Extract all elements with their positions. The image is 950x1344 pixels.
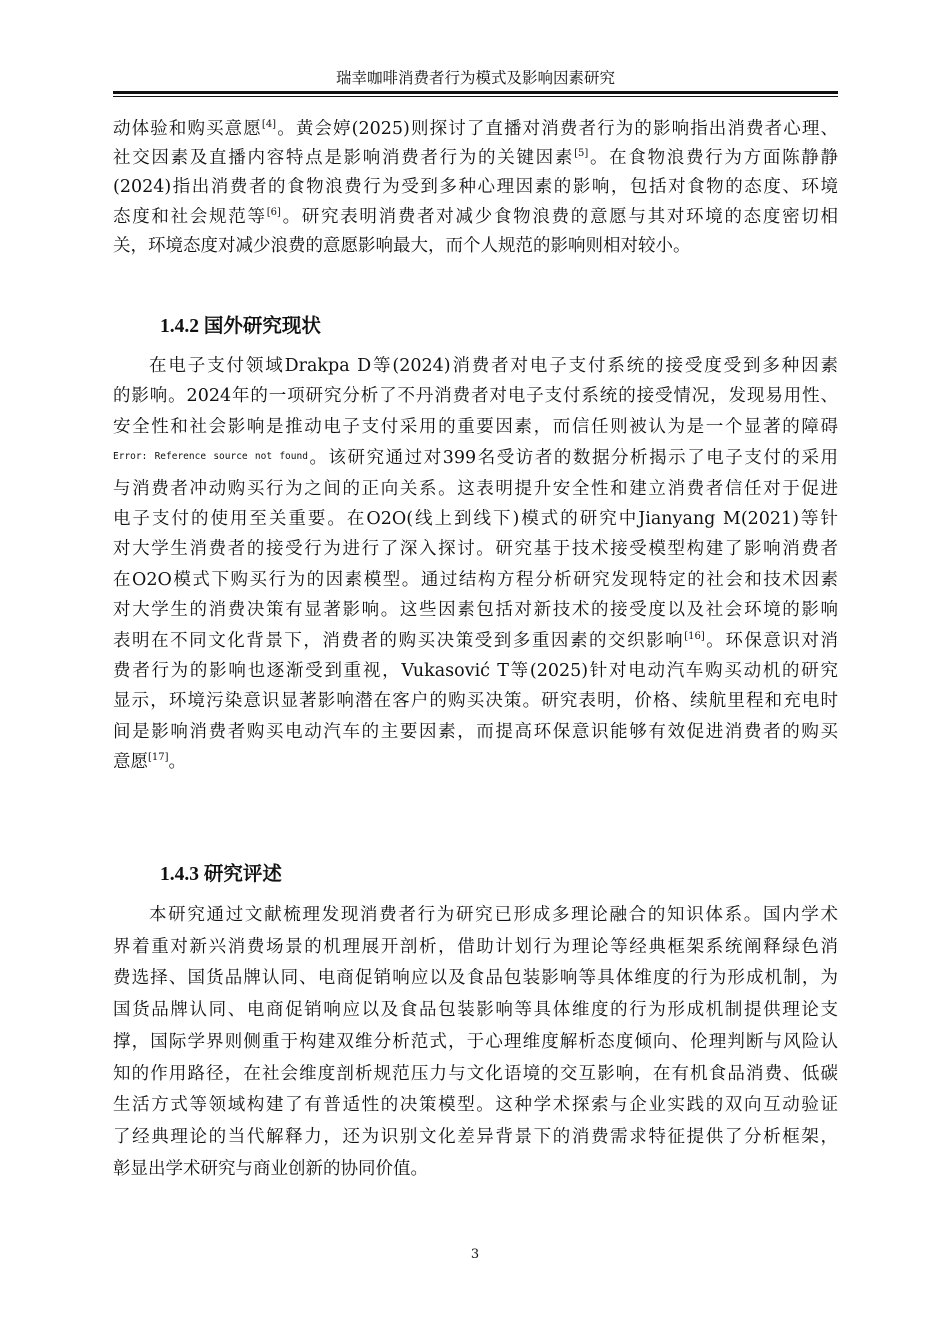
section-heading-1-4-2: 1.4.2 国外研究现状 xyxy=(160,316,321,337)
paragraph-research-review xyxy=(113,900,838,1185)
text-run: 了经典理论的当代解释力，还为识别文化差异背景下的消费需求特征提供了分析框架， xyxy=(113,1126,838,1147)
text-line xyxy=(113,534,838,564)
text-run: 的影响。2024年的一项研究分析了不丹消费者对电子支付系统的接受情况，发现易用性、 xyxy=(113,386,838,407)
text-run: 知的作用路径，在社会维度剖析规范压力与文化语境的交互影响，在有机食品消费、低碳 xyxy=(113,1063,838,1084)
text-run: 电子支付的使用至关重要。在O2O(线上到线下)模式的研究中Jianyang M(2021)等针 xyxy=(113,509,838,530)
text-line xyxy=(113,656,838,686)
text-run: 与消费者冲动购买行为之间的正向关系。这表明提升安全性和建立消费者信任对于促进 xyxy=(113,478,838,499)
text-run: 态度和社会规范等 xyxy=(113,206,267,227)
text-run: 费者行为的影响也逐渐受到重视，Vukasović T等(2025)针对电动汽车购买动机的研究 xyxy=(113,661,838,682)
citation-ref: [16] xyxy=(684,630,705,642)
text-line xyxy=(113,504,838,534)
header-rule-thick xyxy=(113,91,838,94)
text-line xyxy=(113,173,838,202)
text-run: 生活方式等领域构建了有普适性的决策模型。这种学术探索与企业实践的双向互动验证 xyxy=(113,1095,838,1116)
text-run: 撑，国际学界则侧重于构建双维分析范式，于心理维度解析态度倾向、伦理判断与风险认 xyxy=(113,1031,838,1052)
text-line xyxy=(113,232,838,261)
text-run: 对大学生消费者的接受行为进行了深入探讨。研究基于技术接受模型构建了影响消费者 xyxy=(113,539,838,560)
text-line xyxy=(113,1122,838,1154)
text-run: 显示，环境污染意识显著影响潜在客户的购买决策。研究表明，价格、续航里程和充电时 xyxy=(113,691,838,712)
citation-ref: [6] xyxy=(266,206,281,218)
text-line xyxy=(113,474,838,504)
text-run: 。黄会婷(2025)则探讨了直播对消费者行为的影响指出消费者心理、 xyxy=(276,119,838,139)
text-line xyxy=(113,686,838,716)
text-run: 意愿 xyxy=(113,752,148,773)
text-run: 彰显出学术研究与商业创新的协同价值。 xyxy=(113,1158,428,1179)
text-line xyxy=(113,412,838,442)
paragraph-domestic-continued xyxy=(113,115,838,261)
text-run: 安全性和社会影响是推动电子支付采用的重要因素，而信任则被认为是一个显著的障碍 xyxy=(113,416,838,437)
text-line xyxy=(113,1059,838,1091)
text-line xyxy=(113,1027,838,1059)
text-line xyxy=(113,626,838,656)
text-run: 。环保意识对消 xyxy=(704,630,839,651)
text-run: 界着重对新兴消费场景的机理展开剖析，借助计划行为理论等经典框架系统阐释绿色消 xyxy=(113,936,838,957)
text-line xyxy=(113,115,838,144)
text-line xyxy=(113,1154,838,1186)
text-line xyxy=(113,1090,838,1122)
text-line xyxy=(113,595,838,625)
section-heading-1-4-3: 1.4.3 研究评述 xyxy=(160,864,282,885)
running-header: 瑞幸咖啡消费者行为模式及影响因素研究 xyxy=(335,69,615,87)
text-line xyxy=(113,442,838,473)
text-run: 国货品牌认同、电商促销响应以及食品包装影响等具体维度的行为形成机制提供理论支 xyxy=(113,1000,838,1021)
text-run: 动体验和购买意愿 xyxy=(113,119,262,139)
text-run: 。 xyxy=(168,752,187,773)
text-line xyxy=(113,717,838,747)
text-line xyxy=(113,203,838,232)
text-line xyxy=(113,932,838,964)
reference-error-text: Error: Reference source not found xyxy=(113,451,308,463)
text-line xyxy=(113,144,838,173)
text-run: 对大学生的消费决策有显著影响。这些因素包括对新技术的接受度以及社会环境的影响 xyxy=(113,600,838,621)
text-run: 。该研究通过对399名受访者的数据分析揭示了电子支付的采用 xyxy=(307,448,838,469)
text-run: 本研究通过文献梳理发现消费者行为研究已形成多理论融合的知识体系。国内学术 xyxy=(149,905,838,925)
text-line xyxy=(113,747,838,777)
page-number: 3 xyxy=(470,1247,480,1262)
text-run: 间是影响消费者购买电动汽车的主要因素，而提高环保意识能够有效促进消费者的购买 xyxy=(113,721,838,742)
citation-ref: [4] xyxy=(261,119,277,130)
text-line xyxy=(113,900,838,932)
text-run: (2024)指出消费者的食物浪费行为受到多种心理因素的影响，包括对食物的态度、环境 xyxy=(113,177,838,198)
text-run: 。研究表明消费者对减少食物浪费的意愿与其对环境的态度密切相 xyxy=(280,206,839,227)
header-rule-thin xyxy=(113,96,838,97)
text-line xyxy=(113,565,838,595)
text-run: 社交因素及直播内容特点是影响消费者行为的关键因素 xyxy=(113,148,575,169)
text-run: 表明在不同文化背景下，消费者的购买决策受到多重因素的交织影响 xyxy=(113,630,685,651)
citation-ref: [17] xyxy=(148,752,169,764)
text-run: 在O2O模式下购买行为的因素模型。通过结构方程分析研究发现特定的社会和技术因素 xyxy=(113,569,838,590)
paragraph-foreign-research xyxy=(113,351,838,778)
text-line xyxy=(113,995,838,1027)
text-run: 关，环境态度对减少浪费的意愿影响最大，而个人规范的影响则相对较小。 xyxy=(113,235,691,256)
text-line xyxy=(113,351,838,381)
text-run: 在电子支付领域Drakpa D等(2024)消费者对电子支付系统的接受度受到多种因素 xyxy=(149,356,838,376)
citation-ref: [5] xyxy=(574,148,589,160)
text-line xyxy=(113,963,838,995)
text-line xyxy=(113,381,838,411)
text-run: 费选择、国货品牌认同、电商促销响应以及食品包装影响等具体维度的行为形成机制，为 xyxy=(113,968,838,989)
text-run: 。在食物浪费行为方面陈静静 xyxy=(588,148,838,169)
